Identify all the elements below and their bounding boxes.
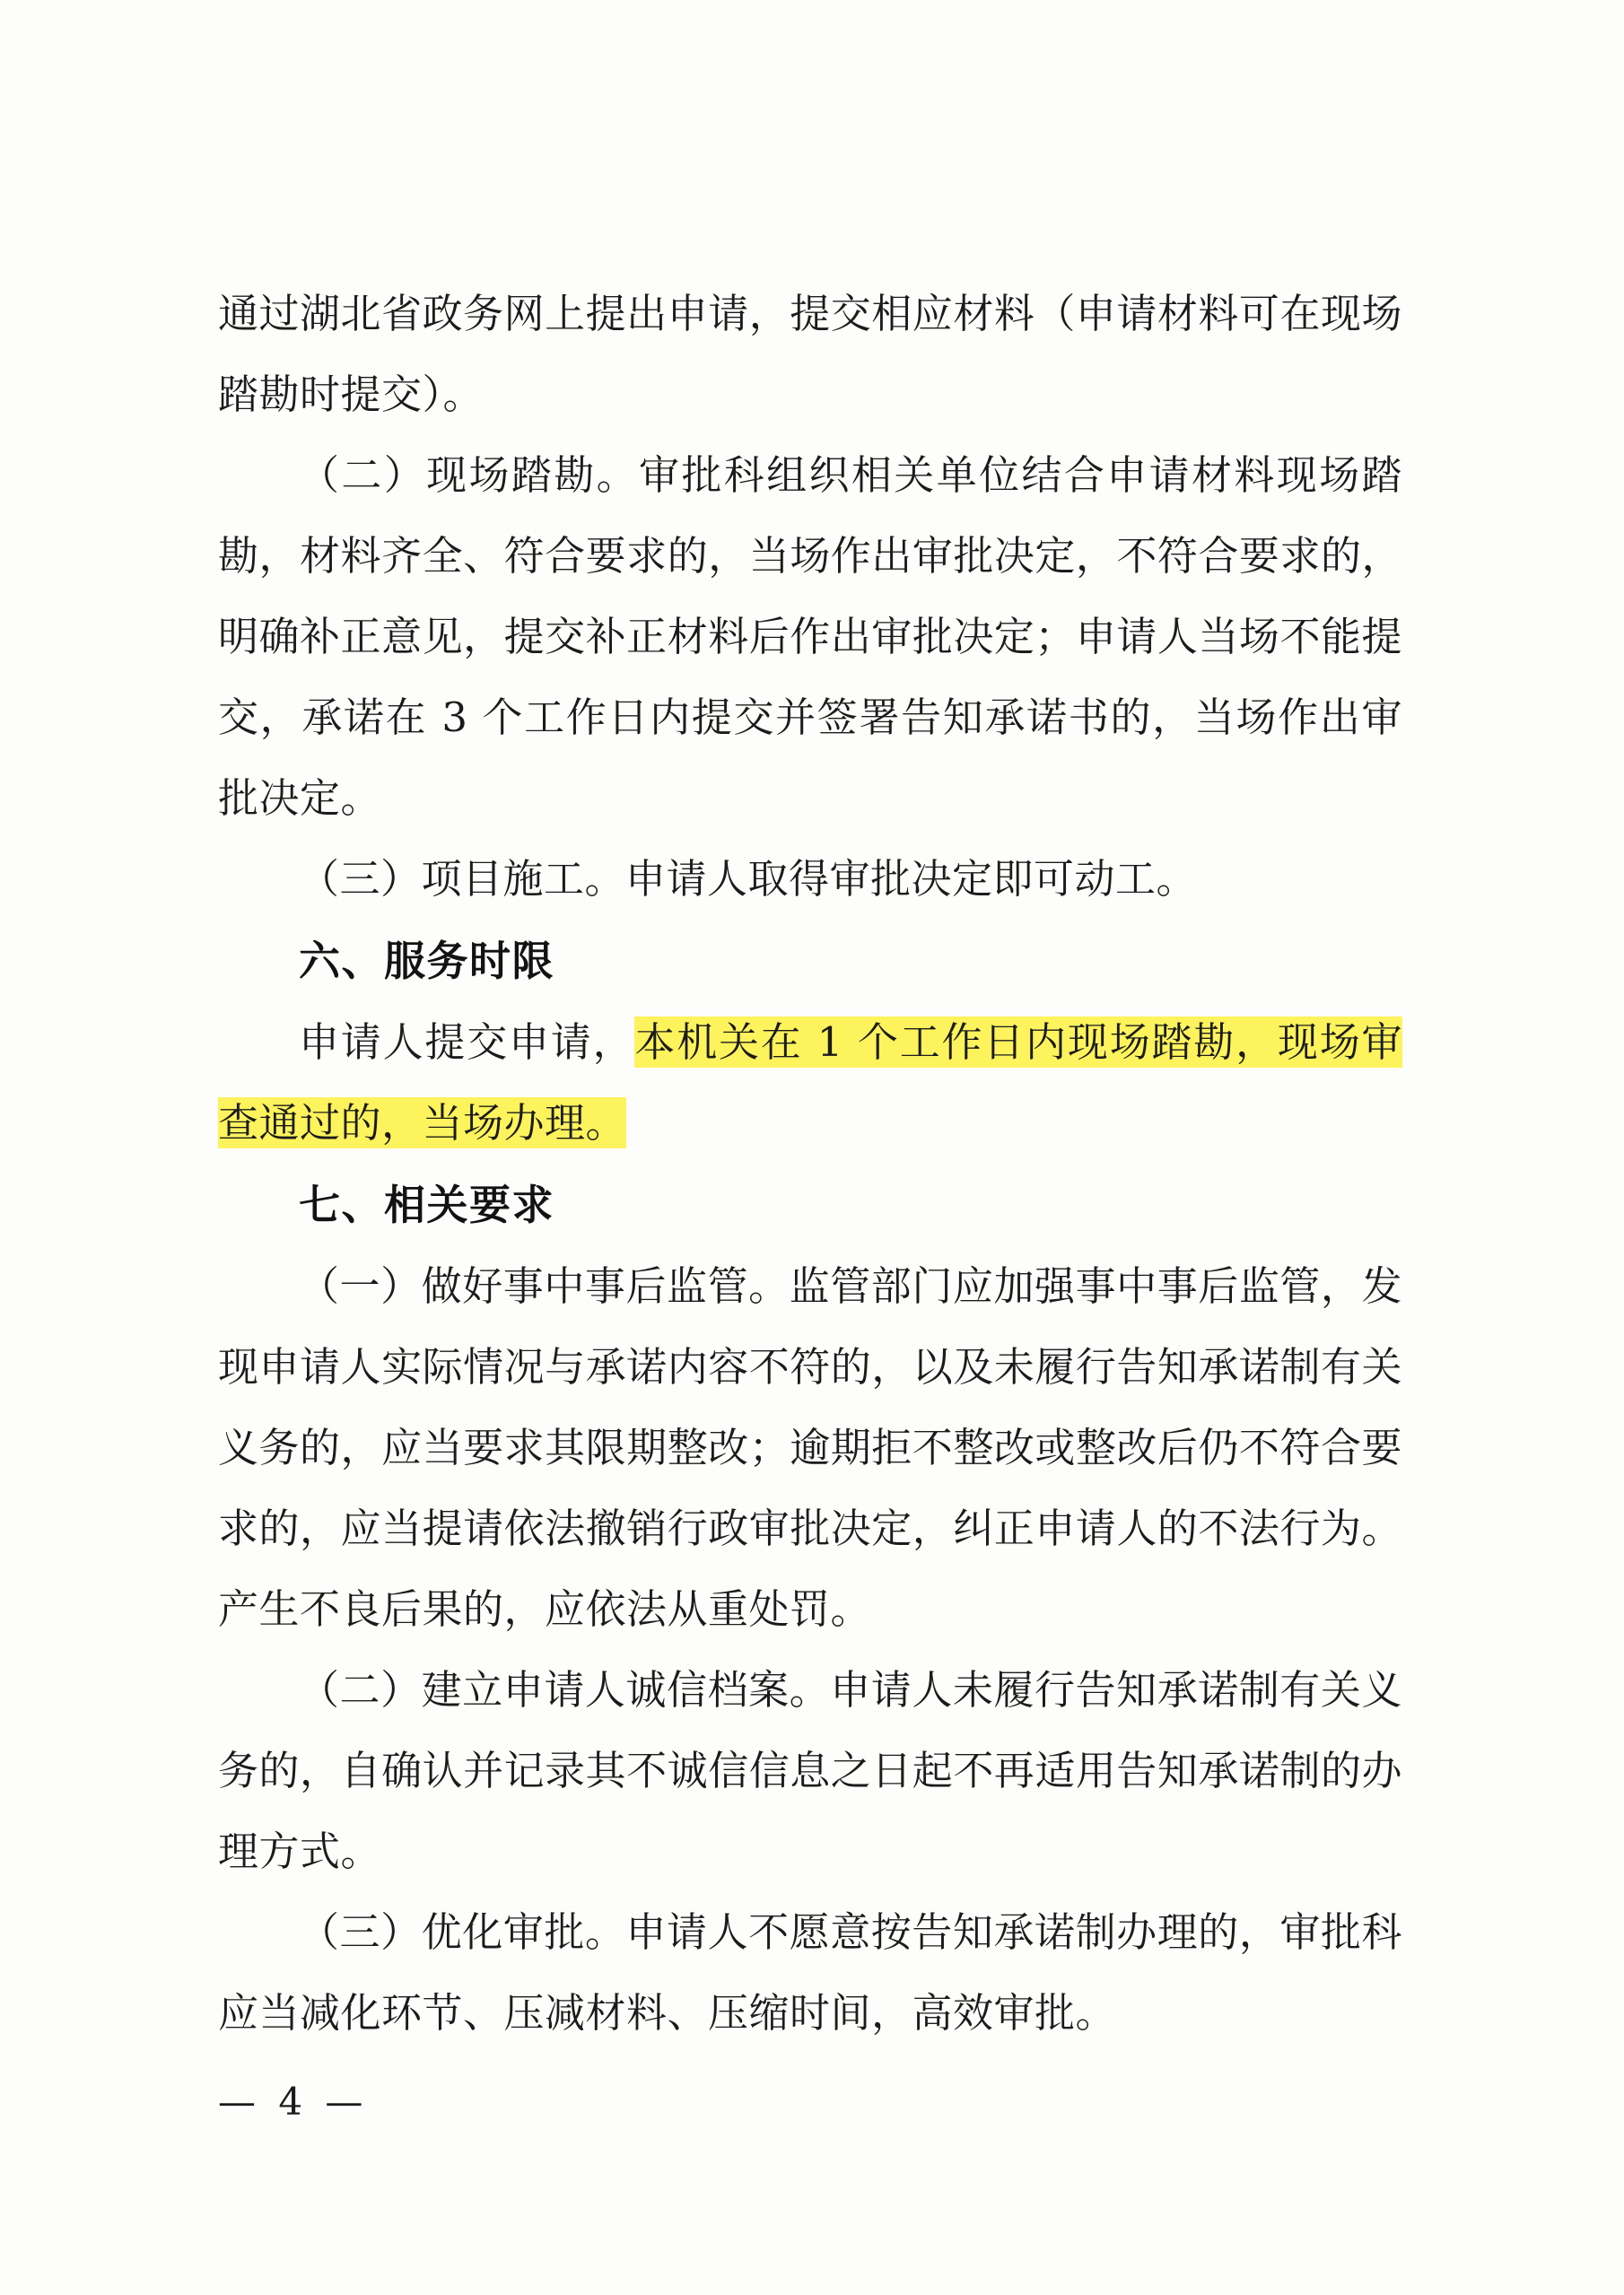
heading-section-six: 六、服务时限	[299, 937, 554, 985]
paragraph-section-five-item-two: （二）现场踏勘。审批科组织相关单位结合申请材料现场踏勘，材料齐全、符合要求的，当场作出审批决定，不符合要求的，明确补正意见，提交补正材料后作出审批决定；申请人当场不能提交，承诺在 3 个工作日内提交并签署告知承诺书的，当场作出审批决定。	[218, 451, 1402, 822]
paragraph-section-six-body	[218, 1002, 1402, 1164]
paragraph-section-seven-item-one: （一）做好事中事后监管。监管部门应加强事中事后监管，发现申请人实际情况与承诺内容不符的，以及未履行告知承诺制有关义务的，应当要求其限期整改；逾期拒不整改或整改后仍不符合要求的，应当提请依法撤销行政审批决定，纠正申请人的不法行为。产生不良后果的，应依法从重处罚。	[218, 1262, 1402, 1633]
paragraph-section-six-highlight: 本机关在 1 个工作日内现场踏勘，现场审查通过的，当场办理。	[218, 1018, 1402, 1147]
paragraph-intro: 通过湖北省政务网上提出申请，提交相应材料（申请材料可在现场踏勘时提交）。	[218, 290, 1402, 418]
paragraph-section-seven-item-three: （三）优化审批。申请人不愿意按告知承诺制办理的，审批科应当减化环节、压减材料、压缩时间，高效审批。	[218, 1908, 1402, 2037]
paragraph-section-five-item-three: （三）项目施工。申请人取得审批决定即可动工。	[299, 855, 1198, 903]
paragraph-section-seven-item-two: （二）建立申请人诚信档案。申请人未履行告知承诺制有关义务的，自确认并记录其不诚信信息之日起不再适用告知承诺制的办理方式。	[218, 1666, 1402, 1875]
heading-section-seven: 七、相关要求	[299, 1181, 554, 1229]
paragraph-section-six-plain: 申请人提交申请，	[299, 1018, 635, 1066]
document-body	[218, 274, 1402, 2054]
page-number: — 4 —	[218, 2080, 369, 2124]
